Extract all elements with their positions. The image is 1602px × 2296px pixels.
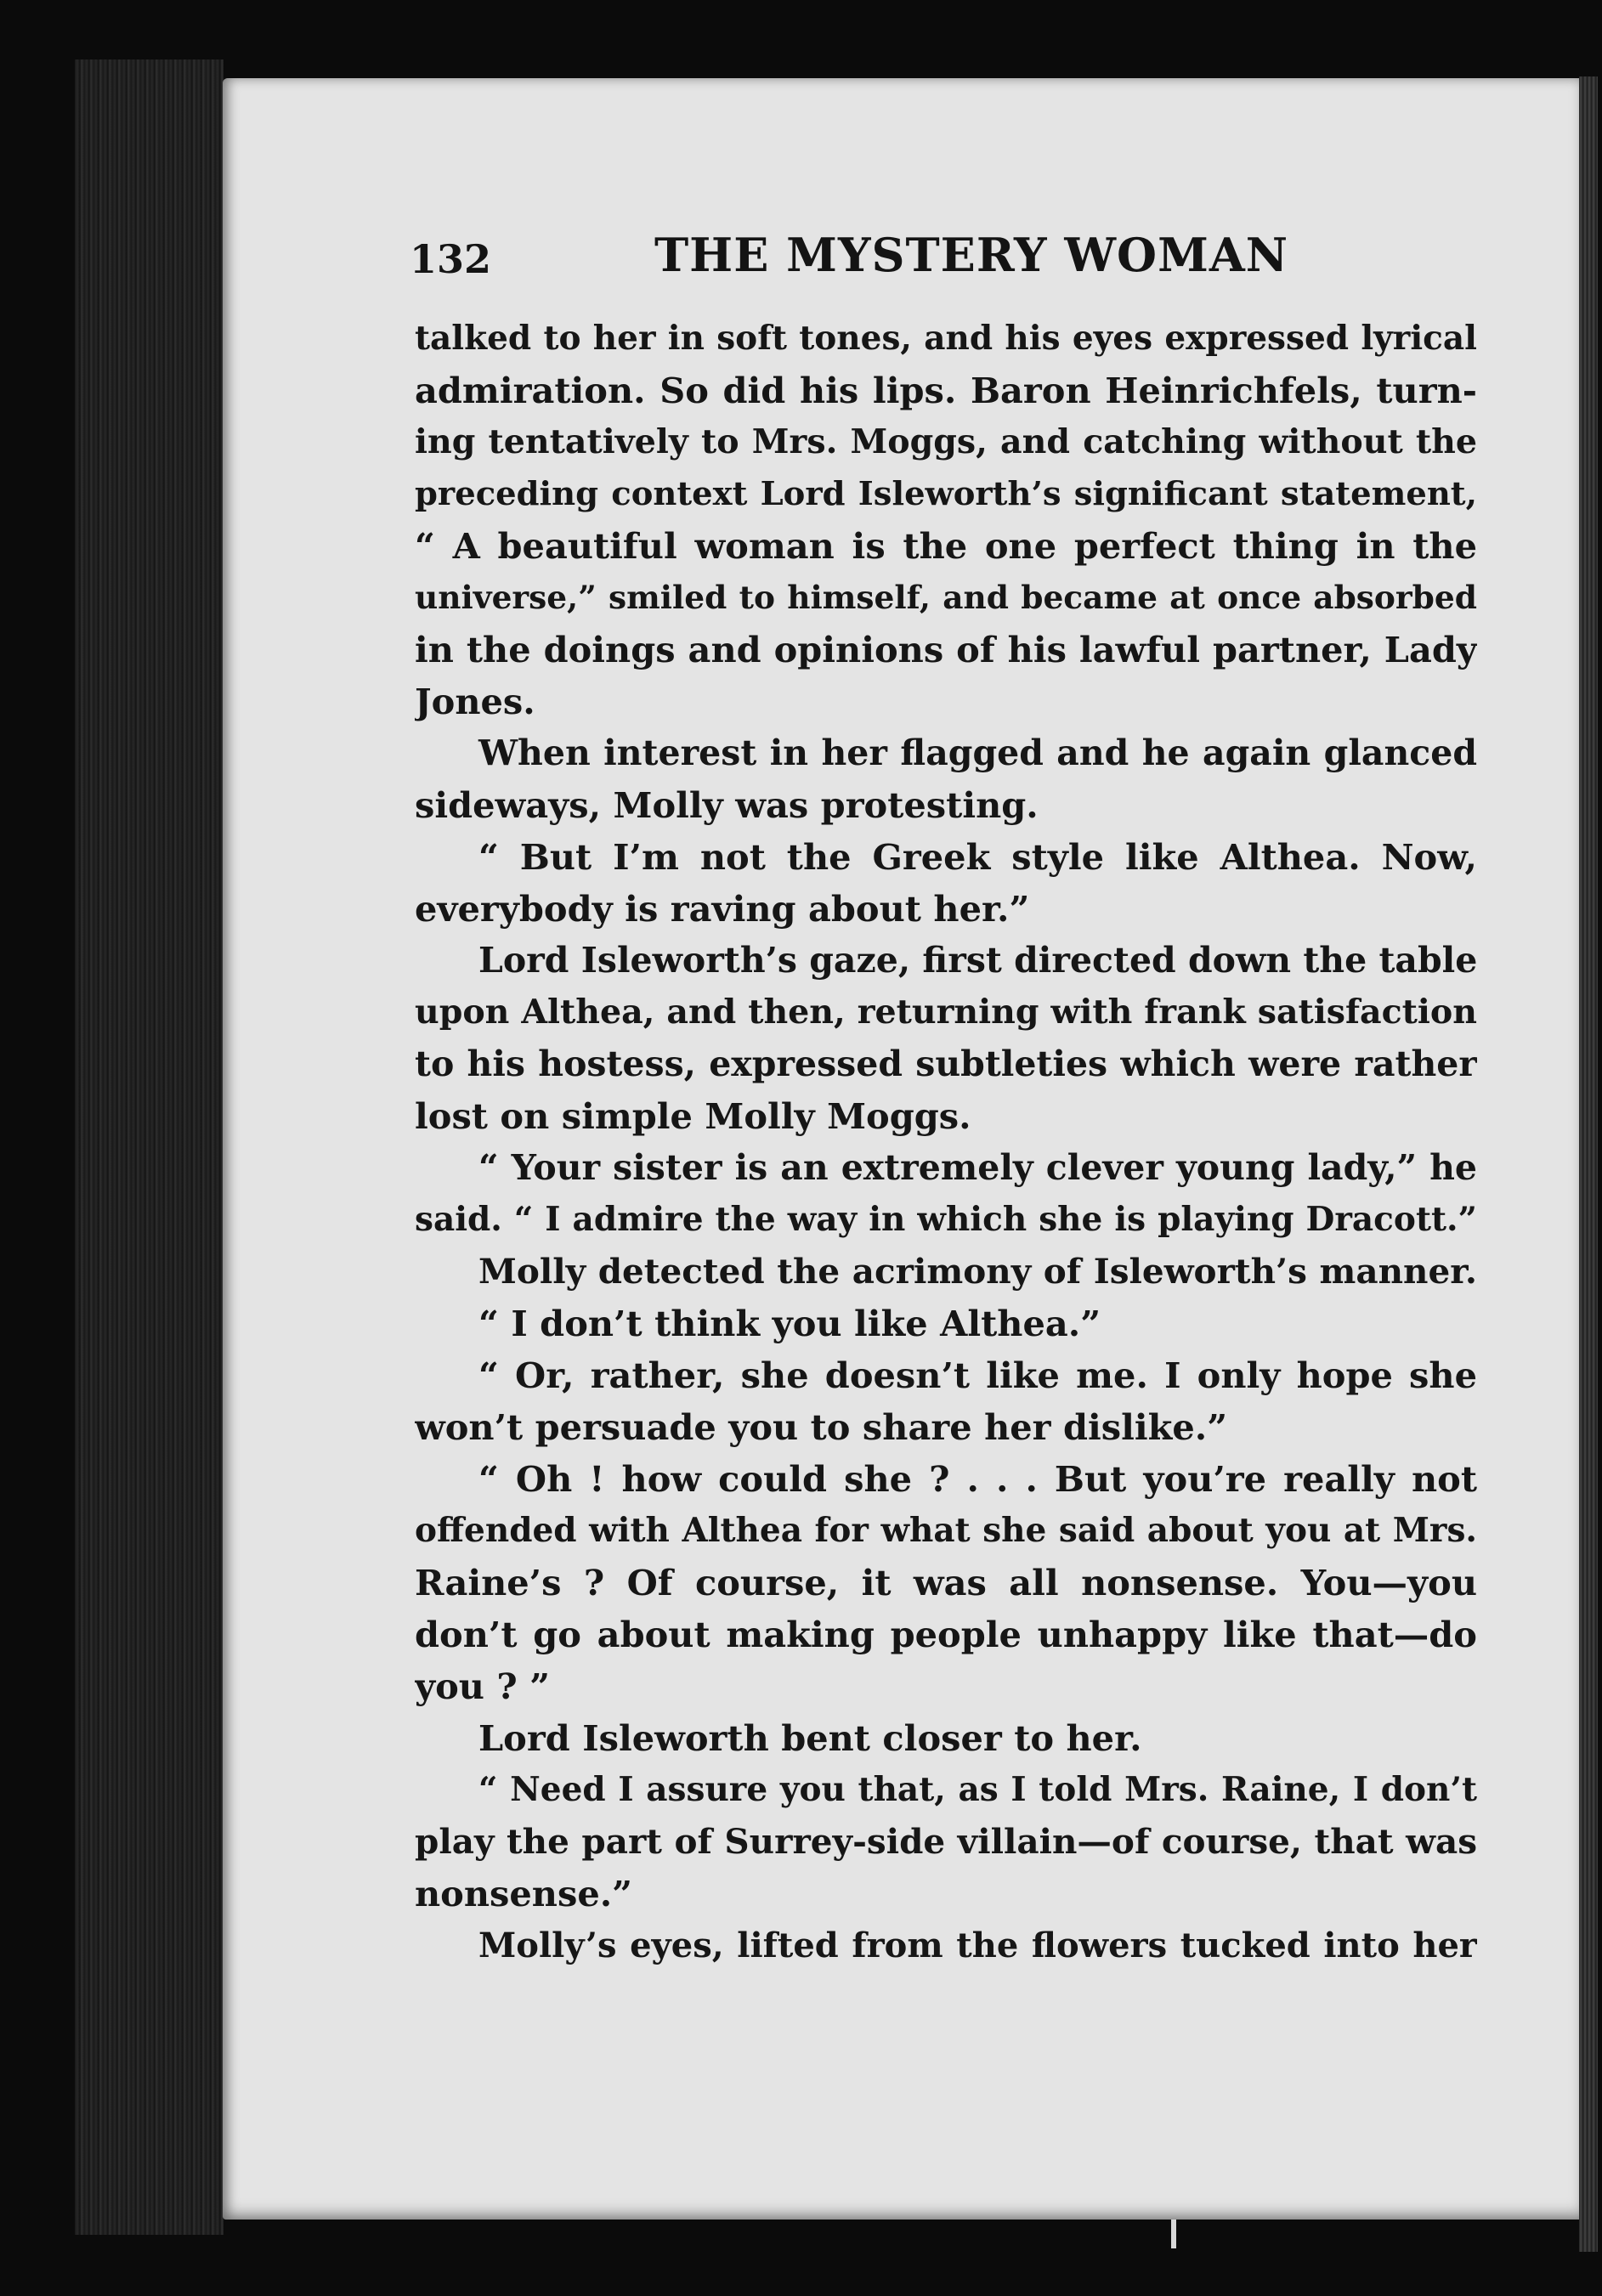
- text-line: Raine’s ? Of course, it was all nonsense. You—you: [415, 1562, 1477, 1603]
- text-line: lost on simple Molly Moggs.: [415, 1095, 971, 1137]
- text-line: play the part of Surrey-side villain—of course, that was: [415, 1821, 1477, 1862]
- text-line: “ Oh ! how could she ? . . . But you’re really not: [478, 1458, 1477, 1500]
- text-line: everybody is raving about her.”: [415, 888, 1030, 930]
- page-header: [410, 228, 1480, 296]
- text-line: universe,” smiled to himself, and became at once absorbed: [415, 579, 1477, 616]
- text-line: “ I don’t think you like Althea.”: [478, 1303, 1101, 1344]
- text-line: admiration. So did his lips. Baron Heinrichfels, turn-: [415, 370, 1477, 411]
- running-title: THE MYSTERY WOMAN: [654, 228, 1289, 282]
- text-line: When interest in her flagged and he again glanced: [478, 732, 1477, 773]
- text-line: offended with Althea for what she said about you at Mrs.: [415, 1511, 1477, 1550]
- text-line: don’t go about making people unhappy like that—do: [415, 1614, 1477, 1655]
- text-line: Lord Isleworth’s gaze, first directed down the table: [478, 940, 1477, 981]
- bottom-edge-mark: [1171, 2220, 1176, 2248]
- body-text: [415, 313, 1477, 1971]
- text-line: Jones.: [415, 681, 535, 722]
- text-line: won’t persuade you to share her dislike.”: [415, 1406, 1228, 1448]
- text-line: “ A beautiful woman is the one perfect thing in the: [415, 525, 1477, 567]
- text-line: Lord Isleworth bent closer to her.: [478, 1717, 1142, 1759]
- text-line: Molly’s eyes, lifted from the flowers tucked into her: [478, 1926, 1477, 1965]
- text-line: ing tentatively to Mrs. Moggs, and catching without the: [415, 422, 1477, 461]
- text-line: “ Or, rather, she doesn’t like me. I only hope she: [478, 1354, 1477, 1396]
- text-line: “ Need I assure you that, as I told Mrs. Raine, I don’t: [478, 1770, 1477, 1809]
- page-right-edge: [1579, 76, 1598, 2252]
- text-line: upon Althea, and then, returning with frank satisfaction: [415, 992, 1477, 1032]
- text-line: preceding context Lord Isleworth’s significant statement,: [415, 475, 1477, 513]
- book-spine-edge: [75, 59, 224, 2235]
- text-line: you ? ”: [415, 1665, 551, 1707]
- page-number: 132: [410, 236, 492, 282]
- text-line: “ But I’m not the Greek style like Althea. Now,: [478, 836, 1477, 878]
- text-line: Molly detected the acrimony of Isleworth’s manner.: [478, 1251, 1477, 1292]
- text-line: in the doings and opinions of his lawful partner, Lady: [415, 629, 1477, 670]
- text-line: nonsense.”: [415, 1873, 633, 1914]
- text-line: talked to her in soft tones, and his eyes expressed lyrical: [415, 319, 1477, 358]
- text-line: sideways, Molly was protesting.: [415, 784, 1039, 826]
- text-line: said. “ I admire the way in which she is playing Dracott.”: [415, 1200, 1477, 1239]
- text-line: “ Your sister is an extremely clever young lady,” he: [478, 1147, 1477, 1188]
- text-line: to his hostess, expressed subtleties which were rather: [415, 1043, 1477, 1084]
